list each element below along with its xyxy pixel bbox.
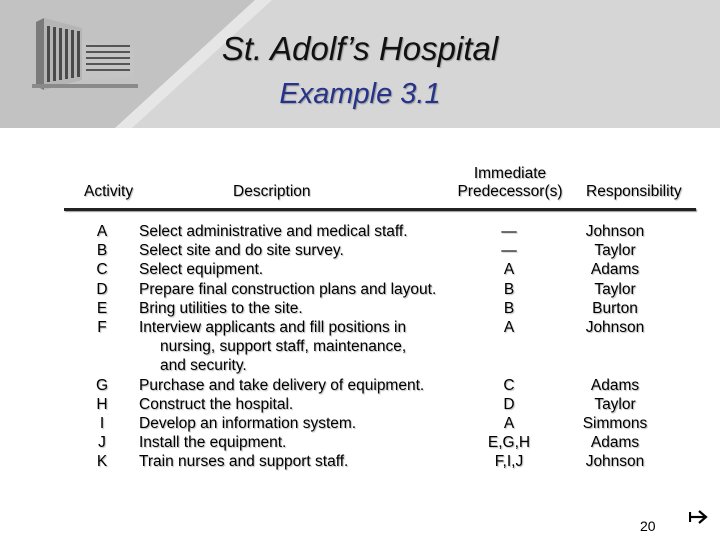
page-title: St. Adolf’s Hospital (221, 30, 499, 67)
table-row-activity: A (96, 223, 108, 240)
table-row-predecessor: — (501, 242, 517, 259)
table-row-responsibility: Johnson (585, 223, 645, 240)
table-row-description: Purchase and take delivery of equipment. (139, 377, 425, 394)
table-row-activity: B (96, 242, 108, 259)
table-row-description: Select site and do site survey. (139, 242, 344, 259)
table-row-activity: I (99, 415, 105, 432)
table-row-responsibility: Taylor (594, 396, 636, 413)
table-row-responsibility: Adams (590, 434, 640, 451)
column-header-responsibility: Responsibility (586, 183, 682, 200)
table-row-description: Select administrative and medical staff. (139, 223, 408, 240)
table-row-predecessor: D (503, 396, 515, 413)
table-row-responsibility: Johnson (585, 319, 645, 336)
header-divider (64, 208, 696, 211)
column-header-activity: Activity (84, 183, 134, 200)
table-row-predecessor: F,I,J (494, 453, 524, 470)
table-row-description: Prepare final construction plans and layout. (139, 281, 437, 298)
table-row-responsibility: Burton (592, 300, 638, 317)
table-row-description: Interview applicants and fill positions in (139, 319, 407, 336)
table-row-responsibility: Taylor (594, 242, 636, 259)
table-row-predecessor: A (503, 319, 515, 336)
table-row-responsibility: Taylor (594, 281, 636, 298)
table-row-description: Construct the hospital. (139, 396, 294, 413)
table-row-description: Bring utilities to the site. (139, 300, 303, 317)
table-row-activity: E (96, 300, 108, 317)
table-row-responsibility: Simmons (582, 415, 648, 432)
page-number: 20 (640, 518, 656, 534)
table-row-predecessor: — (501, 223, 517, 240)
table-row-activity: K (96, 453, 108, 470)
table-row-predecessor: C (503, 377, 515, 394)
table-row-predecessor: A (503, 261, 515, 278)
table-row-description: Train nurses and support staff. (139, 453, 349, 470)
page-subtitle: Example 3.1 (279, 78, 441, 110)
table-row-responsibility: Johnson (585, 453, 645, 470)
table-row-predecessor: B (503, 300, 515, 317)
arrow-right-icon[interactable] (689, 508, 711, 526)
table-row-activity: G (95, 377, 109, 394)
table-row-predecessor: A (503, 415, 515, 432)
table-row-description-continued: and security. (160, 357, 247, 374)
table-row-activity: D (96, 281, 108, 298)
table-row-description: Select equipment. (139, 261, 264, 278)
table-row-description: Install the equipment. (139, 434, 287, 451)
table-row-activity: J (98, 434, 106, 451)
table-row-description: Develop an information system. (139, 415, 357, 432)
table-row-responsibility: Adams (590, 261, 640, 278)
table-row-description-continued: nursing, support staff, maintenance, (160, 338, 407, 355)
column-header-description: Description (233, 183, 311, 200)
table-row-responsibility: Adams (590, 377, 640, 394)
table-row-predecessor: B (503, 281, 515, 298)
table-row-activity: C (96, 261, 108, 278)
table-row-activity: F (97, 319, 107, 336)
table-row-activity: H (96, 396, 108, 413)
column-header-predecessor-line1: Immediate (473, 165, 547, 182)
column-header-predecessor-line2: Predecessor(s) (457, 183, 563, 200)
table-row-predecessor: E,G,H (487, 434, 531, 451)
